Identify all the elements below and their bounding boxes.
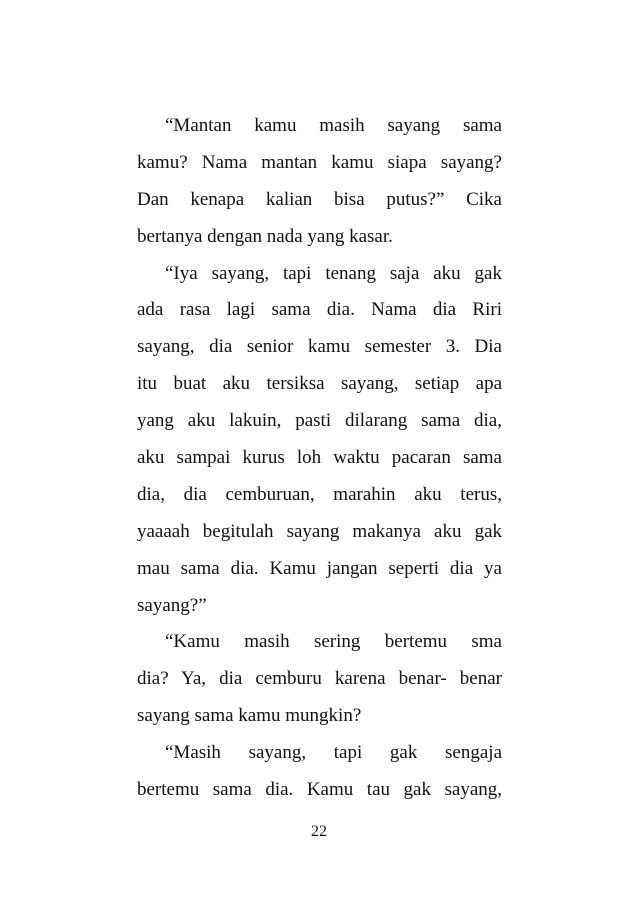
text-line: yaaaah begitulah sayang makanya aku gak bbox=[137, 520, 502, 542]
text-line: aku sampai kurus loh waktu pacaran sama bbox=[137, 447, 502, 469]
text-line: sayang?” bbox=[137, 594, 207, 616]
text-line: Dan kenapa kalian bisa putus?” Cika bbox=[137, 188, 502, 210]
text-line: mau sama dia. Kamu jangan seperti dia ya bbox=[137, 557, 502, 579]
text-line: “Kamu masih sering bertemu sma bbox=[165, 631, 502, 653]
text-line: bertemu sama dia. Kamu tau gak sayang, bbox=[137, 779, 502, 801]
text-line: itu buat aku tersiksa sayang, setiap apa bbox=[137, 373, 502, 395]
text-line: dia, dia cemburuan, marahin aku terus, bbox=[137, 483, 502, 505]
text-line: yang aku lakuin, pasti dilarang sama dia, bbox=[137, 410, 502, 432]
text-line: ada rasa lagi sama dia. Nama dia Riri bbox=[137, 299, 502, 321]
body-text bbox=[137, 108, 502, 809]
paragraph bbox=[137, 256, 502, 625]
text-line: “Masih sayang, tapi gak sengaja bbox=[165, 742, 502, 764]
page-number: 22 bbox=[311, 823, 327, 840]
text-line: “Mantan kamu masih sayang sama bbox=[165, 115, 502, 136]
text-line: kamu? Nama mantan kamu siapa sayang? bbox=[137, 151, 502, 173]
paragraph bbox=[137, 735, 502, 809]
text-line: sayang, dia senior kamu semester 3. Dia bbox=[137, 336, 502, 358]
text-line: bertanya dengan nada yang kasar. bbox=[137, 225, 393, 247]
paragraph bbox=[137, 624, 502, 735]
text-line: dia? Ya, dia cemburu karena benar- benar bbox=[137, 668, 502, 690]
text-line: sayang sama kamu mungkin? bbox=[137, 705, 362, 727]
paragraph bbox=[137, 108, 502, 256]
text-line: “Iya sayang, tapi tenang saja aku gak bbox=[165, 262, 502, 284]
